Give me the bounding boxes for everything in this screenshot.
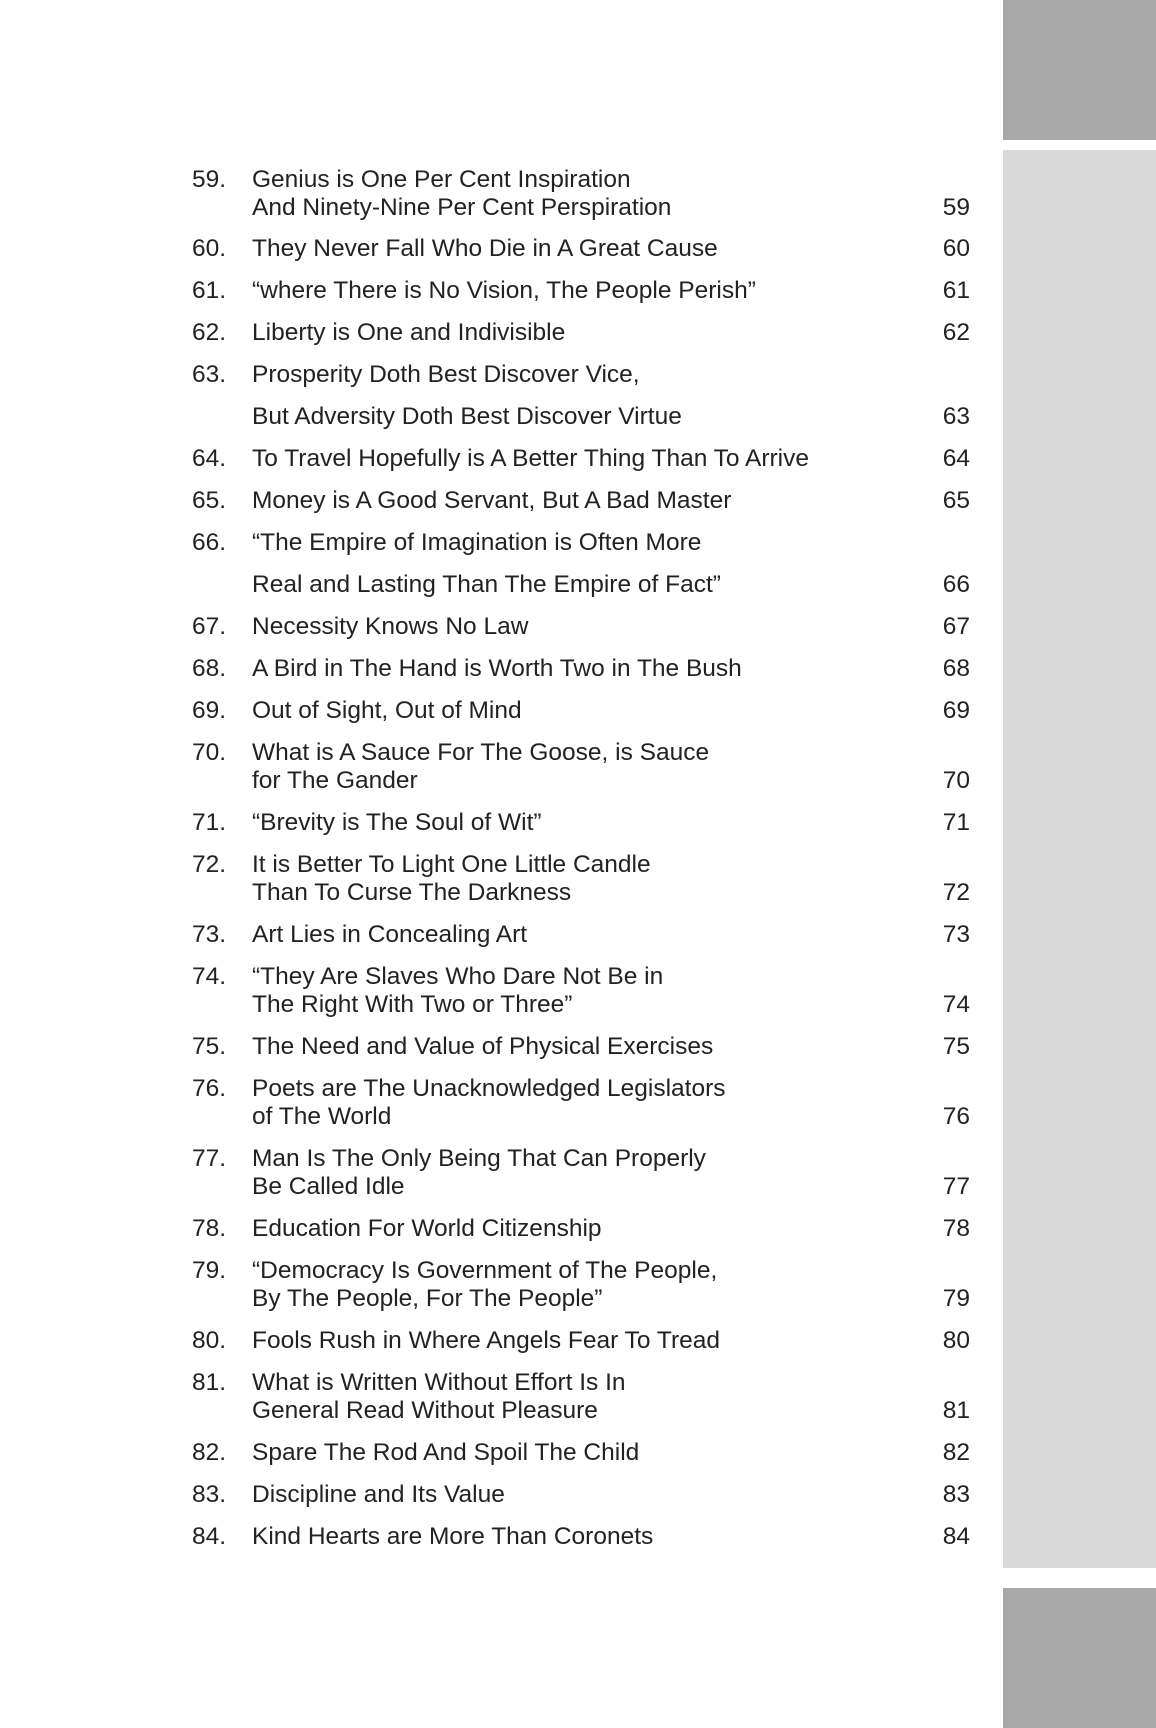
entry-title: What is Written Without Effort Is In General Read Without Pleasure xyxy=(252,1369,626,1424)
entry-number: 76. xyxy=(192,1075,227,1102)
entry-number: 60. xyxy=(192,235,227,262)
entry-title: Necessity Knows No Law xyxy=(252,613,529,640)
entry-number: 67. xyxy=(192,613,227,640)
entry-page-number: 73 xyxy=(942,921,970,948)
entry-title: Fools Rush in Where Angels Fear To Tread xyxy=(252,1327,721,1354)
entry-title: What is A Sauce For The Goose, is Sauce for The Gander xyxy=(252,739,710,794)
entry-page-number: 63 xyxy=(942,403,970,430)
entry-number: 66. xyxy=(192,529,227,556)
entry-page-number: 68 xyxy=(942,655,970,682)
entry-title: “The Empire of Imagination is Often More xyxy=(252,529,702,556)
entry-number: 62. xyxy=(192,319,227,346)
entry-number: 81. xyxy=(192,1369,227,1396)
entry-number: 82. xyxy=(192,1439,227,1466)
entry-title: Out of Sight, Out of Mind xyxy=(252,697,522,724)
entry-number: 64. xyxy=(192,445,227,472)
entry-title: Prosperity Doth Best Discover Vice, xyxy=(252,361,640,388)
entry-number: 63. xyxy=(192,361,227,388)
entry-title: Man Is The Only Being That Can Properly Be Called Idle xyxy=(252,1145,706,1200)
entry-page-number: 77 xyxy=(942,1173,970,1200)
entry-number: 71. xyxy=(192,809,227,836)
entry-number: 69. xyxy=(192,697,227,724)
entry-title: Spare The Rod And Spoil The Child xyxy=(252,1439,640,1466)
entry-number: 75. xyxy=(192,1033,227,1060)
entry-page-number: 64 xyxy=(942,445,970,472)
entry-page-number: 70 xyxy=(942,767,970,794)
entry-title: Poets are The Unacknowledged Legislators of The World xyxy=(252,1075,726,1130)
entry-page-number: 76 xyxy=(942,1103,970,1130)
entry-number: 70. xyxy=(192,739,227,766)
entry-page-number: 79 xyxy=(942,1285,970,1312)
entry-title: A Bird in The Hand is Worth Two in The Bush xyxy=(252,655,742,682)
entry-page-number: 81 xyxy=(942,1397,970,1424)
entry-page-number: 83 xyxy=(942,1481,970,1508)
entry-number: 77. xyxy=(192,1145,227,1172)
entry-number: 65. xyxy=(192,487,227,514)
entry-number: 79. xyxy=(192,1257,227,1284)
entry-title: “They Are Slaves Who Dare Not Be in The Right With Two or Three” xyxy=(252,963,664,1018)
entry-page-number: 62 xyxy=(942,319,970,346)
entry-page-number: 78 xyxy=(942,1215,970,1242)
entry-title: Education For World Citizenship xyxy=(252,1215,602,1242)
entry-number: 84. xyxy=(192,1523,227,1550)
entry-number: 74. xyxy=(192,963,227,990)
entry-number: 80. xyxy=(192,1327,227,1354)
entry-page-number: 69 xyxy=(942,697,970,724)
entry-number: 68. xyxy=(192,655,227,682)
entry-title: They Never Fall Who Die in A Great Cause xyxy=(252,235,718,262)
entry-title: Genius is One Per Cent Inspiration And Ninety-Nine Per Cent Perspiration xyxy=(252,166,672,221)
entry-page-number: 74 xyxy=(942,991,970,1018)
entry-title: “Brevity is The Soul of Wit” xyxy=(252,809,542,836)
entry-number: 59. xyxy=(192,166,227,193)
entry-page-number: 72 xyxy=(942,879,970,906)
entry-page-number: 67 xyxy=(942,613,970,640)
entry-title: Liberty is One and Indivisible xyxy=(252,319,566,346)
entry-title: But Adversity Doth Best Discover Virtue xyxy=(252,403,682,430)
entry-page-number: 66 xyxy=(942,571,970,598)
entry-page-number: 71 xyxy=(942,809,970,836)
entry-number: 83. xyxy=(192,1481,227,1508)
entry-title: The Need and Value of Physical Exercises xyxy=(252,1033,714,1060)
entry-title: Discipline and Its Value xyxy=(252,1481,505,1508)
entry-number: 73. xyxy=(192,921,227,948)
entry-page-number: 65 xyxy=(942,487,970,514)
entry-number: 72. xyxy=(192,851,227,878)
entry-page-number: 80 xyxy=(942,1327,970,1354)
entry-number: 78. xyxy=(192,1215,227,1242)
entry-title: Real and Lasting Than The Empire of Fact” xyxy=(252,571,721,598)
entry-page-number: 60 xyxy=(942,235,970,262)
entry-title: “where There is No Vision, The People Perish” xyxy=(252,277,756,304)
entry-page-number: 82 xyxy=(942,1439,970,1466)
entry-title: Art Lies in Concealing Art xyxy=(252,921,528,948)
entry-title: To Travel Hopefully is A Better Thing Than To Arrive xyxy=(252,445,809,472)
entry-number: 61. xyxy=(192,277,227,304)
entry-title: Kind Hearts are More Than Coronets xyxy=(252,1523,654,1550)
entry-title: Money is A Good Servant, But A Bad Master xyxy=(252,487,732,514)
entry-page-number: 84 xyxy=(942,1523,970,1550)
entry-page-number: 75 xyxy=(942,1033,970,1060)
entry-title: “Democracy Is Government of The People, By The People, For The People” xyxy=(252,1257,718,1312)
entry-title: It is Better To Light One Little Candle Than To Curse The Darkness xyxy=(252,851,651,906)
entry-page-number: 59 xyxy=(942,194,970,221)
entry-page-number: 61 xyxy=(942,277,970,304)
